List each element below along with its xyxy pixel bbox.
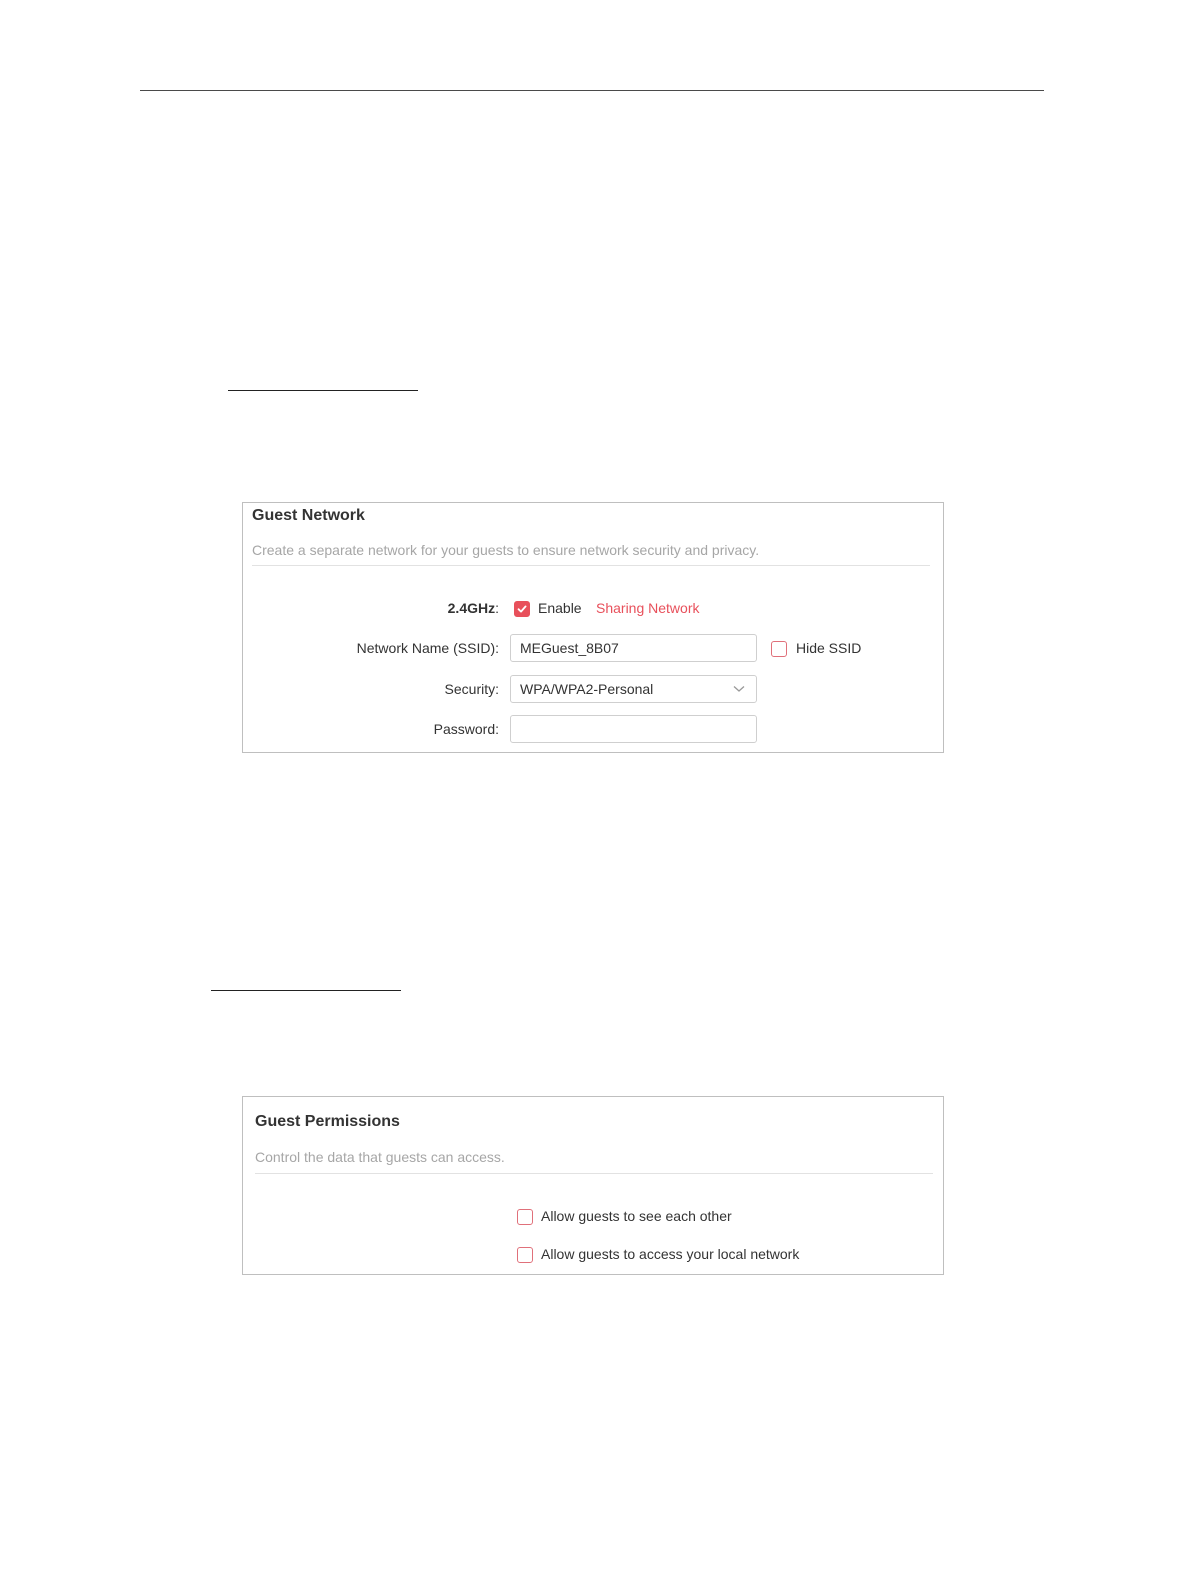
security-select[interactable]: [510, 675, 757, 703]
panel-description: Control the data that guests can access.: [255, 1149, 505, 1165]
guest-permissions-panel: [242, 1096, 944, 1275]
password-input[interactable]: [510, 715, 757, 743]
panel-divider: [255, 1173, 933, 1174]
chevron-down-icon: [733, 685, 745, 693]
band-label-colon: :: [495, 600, 499, 616]
ssid-input[interactable]: [510, 634, 757, 662]
guest-network-panel: [242, 502, 944, 753]
hide-ssid-label[interactable]: Hide SSID: [796, 640, 862, 656]
section-heading-underline: [228, 390, 418, 391]
panel-divider: [252, 565, 930, 566]
security-select-value: WPA/WPA2-Personal: [520, 681, 654, 697]
panel-description: Create a separate network for your guests to ensure network security and privacy.: [252, 542, 760, 558]
hide-ssid-checkbox[interactable]: [771, 641, 787, 657]
allow-see-each-other-checkbox[interactable]: [517, 1209, 533, 1225]
allow-local-network-label[interactable]: Allow guests to access your local network: [541, 1246, 800, 1262]
enable-checkbox[interactable]: [514, 601, 530, 617]
section-heading-underline: [211, 990, 401, 991]
band-label: [448, 600, 499, 616]
panel-title: Guest Permissions: [255, 1113, 400, 1130]
enable-label[interactable]: Enable: [538, 600, 582, 616]
band-label-text: 2.4GHz: [447, 600, 496, 616]
checkmark-icon: [517, 604, 527, 614]
page-header-rule: [140, 90, 1044, 91]
allow-see-each-other-label[interactable]: Allow guests to see each other: [541, 1208, 732, 1224]
security-label: Security:: [444, 681, 499, 697]
panel-title: Guest Network: [252, 507, 365, 524]
sharing-network-link[interactable]: Sharing Network: [596, 600, 700, 616]
allow-local-network-checkbox[interactable]: [517, 1247, 533, 1263]
password-label: Password:: [433, 721, 499, 737]
ssid-label: Network Name (SSID):: [356, 640, 499, 656]
